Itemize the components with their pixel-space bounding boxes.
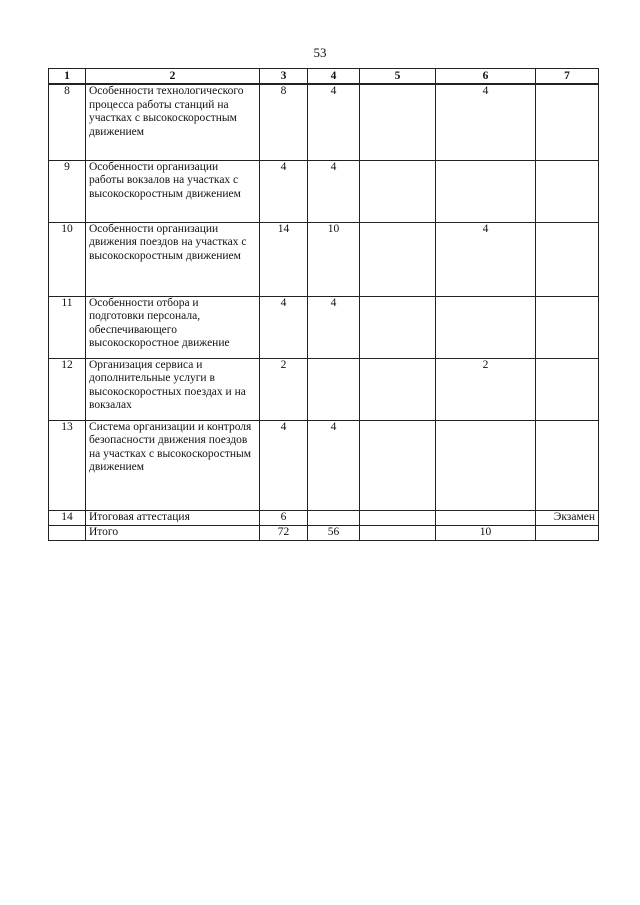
total-hours: 14: [260, 222, 308, 296]
practice-hours: 4: [436, 222, 536, 296]
topic-name: Итоговая аттестация: [86, 510, 260, 525]
row-number: 11: [49, 296, 86, 358]
table-row: [49, 358, 599, 420]
topic-name: Организация сервиса и дополнительные услуги в высокоскоростных поездах и на вокзалах: [86, 358, 260, 420]
lecture-hours: 56: [308, 525, 360, 540]
row-number: 13: [49, 420, 86, 510]
col-5-value: [360, 160, 436, 222]
control-form: [536, 420, 599, 510]
control-form: [536, 160, 599, 222]
row-number: 8: [49, 84, 86, 160]
lecture-hours: 4: [308, 420, 360, 510]
total-hours: 72: [260, 525, 308, 540]
lecture-hours: [308, 510, 360, 525]
control-form: [536, 84, 599, 160]
practice-hours: 10: [436, 525, 536, 540]
table-header-row: [49, 69, 599, 85]
table-row: [49, 510, 599, 525]
total-label: Итого: [86, 525, 260, 540]
row-number: [49, 525, 86, 540]
topic-name: Особенности организации работы вокзалов на участках с высокоскоростным движением: [86, 160, 260, 222]
curriculum-table: [48, 68, 599, 541]
topic-name: Особенности технологического процесса работы станций на участках с высокоскоростным движением: [86, 84, 260, 160]
total-hours: 8: [260, 84, 308, 160]
header-col-7: 7: [536, 69, 599, 85]
topic-name: Система организации и контроля безопасности движения поездов на участках с высокоскоростным движением: [86, 420, 260, 510]
col-5-value: [360, 525, 436, 540]
table-row: [49, 222, 599, 296]
lecture-hours: 10: [308, 222, 360, 296]
topic-name: Особенности отбора и подготовки персонала, обеспечивающего высокоскоростное движение: [86, 296, 260, 358]
row-number: 12: [49, 358, 86, 420]
practice-hours: 2: [436, 358, 536, 420]
table-row: [49, 84, 599, 160]
col-5-value: [360, 84, 436, 160]
col-5-value: [360, 510, 436, 525]
header-col-4: 4: [308, 69, 360, 85]
control-form: [536, 358, 599, 420]
practice-hours: [436, 296, 536, 358]
header-col-5: 5: [360, 69, 436, 85]
total-hours: 4: [260, 160, 308, 222]
header-col-1: 1: [49, 69, 86, 85]
control-form: Экзамен: [536, 510, 599, 525]
col-5-value: [360, 358, 436, 420]
header-col-2: 2: [86, 69, 260, 85]
lecture-hours: 4: [308, 296, 360, 358]
practice-hours: 4: [436, 84, 536, 160]
row-number: 14: [49, 510, 86, 525]
header-col-3: 3: [260, 69, 308, 85]
lecture-hours: 4: [308, 160, 360, 222]
lecture-hours: [308, 358, 360, 420]
row-number: 9: [49, 160, 86, 222]
table-row: [49, 420, 599, 510]
practice-hours: [436, 510, 536, 525]
lecture-hours: 4: [308, 84, 360, 160]
col-5-value: [360, 296, 436, 358]
header-col-6: 6: [436, 69, 536, 85]
topic-name: Особенности организации движения поездов на участках с высокоскоростным движением: [86, 222, 260, 296]
total-hours: 4: [260, 296, 308, 358]
control-form: [536, 222, 599, 296]
col-5-value: [360, 222, 436, 296]
practice-hours: [436, 420, 536, 510]
practice-hours: [436, 160, 536, 222]
page-number: 53: [313, 45, 327, 60]
col-5-value: [360, 420, 436, 510]
total-row: [49, 525, 599, 540]
total-hours: 2: [260, 358, 308, 420]
control-form: [536, 525, 599, 540]
total-hours: 6: [260, 510, 308, 525]
table-row: [49, 296, 599, 358]
table-row: [49, 160, 599, 222]
control-form: [536, 296, 599, 358]
row-number: 10: [49, 222, 86, 296]
total-hours: 4: [260, 420, 308, 510]
